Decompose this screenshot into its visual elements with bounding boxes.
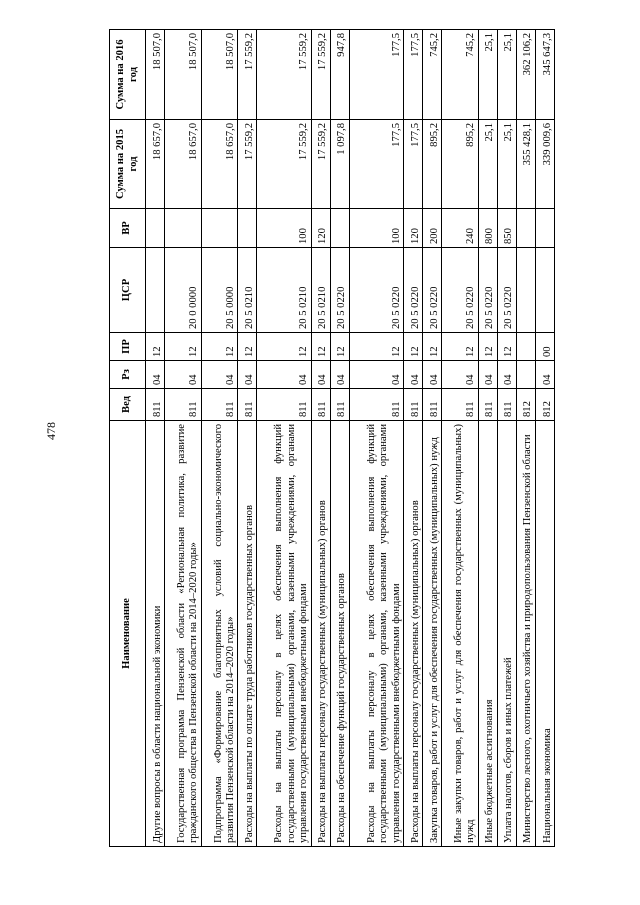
row-csr: 20 5 0000 bbox=[201, 248, 238, 333]
row-rz: 04 bbox=[423, 361, 442, 389]
row-sum-2015: 17 559,2 bbox=[238, 120, 257, 209]
row-csr bbox=[516, 248, 535, 333]
row-csr: 20 5 0220 bbox=[349, 248, 403, 333]
header-name: Наименование bbox=[110, 421, 146, 847]
header-rz: Рз bbox=[110, 361, 146, 389]
row-name: Расходы на выплаты персоналу государственных (муниципальных) органов bbox=[311, 421, 330, 847]
row-rz: 04 bbox=[165, 361, 202, 389]
header-sum-2015: Сумма на 2015 год bbox=[110, 120, 146, 209]
row-rz: 04 bbox=[404, 361, 423, 389]
table-row bbox=[478, 30, 497, 847]
row-name: Государственная программа Пензенской области «Региональная политика, развитие гражданского общества в Пензенской области на 2014–2020 годы» bbox=[165, 421, 202, 847]
page-number: 478 bbox=[44, 422, 58, 440]
row-csr: 20 5 0210 bbox=[238, 248, 257, 333]
row-vr bbox=[201, 209, 238, 248]
row-sum-2016: 345 647,3 bbox=[535, 30, 554, 120]
row-csr bbox=[535, 248, 554, 333]
row-sum-2016: 177,5 bbox=[404, 30, 423, 120]
row-ved: 812 bbox=[535, 389, 554, 421]
row-sum-2015: 1 097,8 bbox=[330, 120, 349, 209]
row-pr: 12 bbox=[497, 333, 516, 361]
row-sum-2016: 362 106,2 bbox=[516, 30, 535, 120]
header-row bbox=[110, 30, 146, 847]
table-row bbox=[311, 30, 330, 847]
row-ved: 811 bbox=[404, 389, 423, 421]
table-row bbox=[442, 30, 479, 847]
row-rz: 04 bbox=[201, 361, 238, 389]
row-sum-2015: 18 657,0 bbox=[165, 120, 202, 209]
row-sum-2015: 177,5 bbox=[349, 120, 403, 209]
row-sum-2016: 25,1 bbox=[478, 30, 497, 120]
row-sum-2016: 25,1 bbox=[497, 30, 516, 120]
row-pr: 12 bbox=[257, 333, 311, 361]
row-rz: 04 bbox=[311, 361, 330, 389]
row-pr: 12 bbox=[201, 333, 238, 361]
table-row bbox=[201, 30, 238, 847]
row-vr bbox=[535, 209, 554, 248]
table-row bbox=[404, 30, 423, 847]
table-row bbox=[146, 30, 165, 847]
row-ved: 811 bbox=[330, 389, 349, 421]
row-sum-2016: 17 559,2 bbox=[238, 30, 257, 120]
row-csr: 20 5 0220 bbox=[330, 248, 349, 333]
row-rz: 04 bbox=[478, 361, 497, 389]
header-pr: ПР bbox=[110, 333, 146, 361]
row-rz: 04 bbox=[257, 361, 311, 389]
row-sum-2015: 17 559,2 bbox=[257, 120, 311, 209]
row-vr bbox=[516, 209, 535, 248]
table-row bbox=[165, 30, 202, 847]
row-sum-2015: 25,1 bbox=[497, 120, 516, 209]
row-ved: 811 bbox=[478, 389, 497, 421]
table-row bbox=[497, 30, 516, 847]
row-ved: 811 bbox=[201, 389, 238, 421]
row-csr: 20 5 0220 bbox=[442, 248, 479, 333]
row-rz: 04 bbox=[349, 361, 403, 389]
row-sum-2016: 18 507,0 bbox=[201, 30, 238, 120]
row-csr: 20 5 0220 bbox=[404, 248, 423, 333]
table-row bbox=[330, 30, 349, 847]
row-vr: 100 bbox=[257, 209, 311, 248]
row-sum-2015: 25,1 bbox=[478, 120, 497, 209]
row-vr: 120 bbox=[311, 209, 330, 248]
row-sum-2015: 355 428,1 bbox=[516, 120, 535, 209]
row-vr bbox=[238, 209, 257, 248]
table-row bbox=[423, 30, 442, 847]
row-sum-2015: 18 657,0 bbox=[146, 120, 165, 209]
table-row bbox=[238, 30, 257, 847]
row-pr: 12 bbox=[478, 333, 497, 361]
row-name: Закупка товаров, работ и услуг для обеспечения государственных (муниципальных) нужд bbox=[423, 421, 442, 847]
row-ved: 811 bbox=[146, 389, 165, 421]
row-name: Иные бюджетные ассигнования bbox=[478, 421, 497, 847]
row-sum-2016: 17 559,2 bbox=[257, 30, 311, 120]
row-sum-2015: 17 559,2 bbox=[311, 120, 330, 209]
row-ved: 811 bbox=[165, 389, 202, 421]
row-csr: 20 5 0220 bbox=[478, 248, 497, 333]
table-row bbox=[257, 30, 311, 847]
row-pr: 00 bbox=[535, 333, 554, 361]
row-vr: 240 bbox=[442, 209, 479, 248]
row-rz: 04 bbox=[238, 361, 257, 389]
row-sum-2016: 18 507,0 bbox=[165, 30, 202, 120]
table-row bbox=[516, 30, 535, 847]
row-vr bbox=[165, 209, 202, 248]
row-vr: 120 bbox=[404, 209, 423, 248]
row-pr: 12 bbox=[165, 333, 202, 361]
row-pr: 12 bbox=[311, 333, 330, 361]
row-name: Другие вопросы в области национальной экономики bbox=[146, 421, 165, 847]
row-sum-2015: 18 657,0 bbox=[201, 120, 238, 209]
row-name: Расходы на выплаты персоналу государственных (муниципальных) органов bbox=[404, 421, 423, 847]
row-pr bbox=[516, 333, 535, 361]
row-csr: 20 0 0000 bbox=[165, 248, 202, 333]
row-sum-2015: 177,5 bbox=[404, 120, 423, 209]
budget-table bbox=[109, 29, 555, 847]
row-name: Иные закупки товаров, работ и услуг для обеспечения государственных (муниципальных) нужд bbox=[442, 421, 479, 847]
row-vr bbox=[146, 209, 165, 248]
row-sum-2016: 745,2 bbox=[442, 30, 479, 120]
row-csr bbox=[146, 248, 165, 333]
row-name: Подпрограмма «Формирование благоприятных условий социально-экономического развития Пензенской области на 2014–2020 годы» bbox=[201, 421, 238, 847]
row-name: Уплата налогов, сборов и иных платежей bbox=[497, 421, 516, 847]
row-csr: 20 5 0210 bbox=[311, 248, 330, 333]
row-rz: 04 bbox=[442, 361, 479, 389]
row-ved: 811 bbox=[497, 389, 516, 421]
row-name: Расходы на обеспечение функций государственных органов bbox=[330, 421, 349, 847]
row-csr: 20 5 0220 bbox=[423, 248, 442, 333]
row-pr: 12 bbox=[404, 333, 423, 361]
row-sum-2016: 947,8 bbox=[330, 30, 349, 120]
row-pr: 12 bbox=[238, 333, 257, 361]
row-pr: 12 bbox=[423, 333, 442, 361]
header-csr: ЦСР bbox=[110, 248, 146, 333]
row-rz: 04 bbox=[497, 361, 516, 389]
row-sum-2016: 18 507,0 bbox=[146, 30, 165, 120]
header-ved: Вед bbox=[110, 389, 146, 421]
row-sum-2016: 745,2 bbox=[423, 30, 442, 120]
row-ved: 811 bbox=[311, 389, 330, 421]
row-pr: 12 bbox=[146, 333, 165, 361]
row-csr: 20 5 0220 bbox=[497, 248, 516, 333]
row-ved: 811 bbox=[238, 389, 257, 421]
row-ved: 811 bbox=[349, 389, 403, 421]
row-vr: 100 bbox=[349, 209, 403, 248]
row-ved: 811 bbox=[442, 389, 479, 421]
row-sum-2016: 17 559,2 bbox=[311, 30, 330, 120]
row-name: Расходы на выплаты персоналу в целях обеспечения выполнения функций государственными (муниципальными) органами, казенными учреждениями, органами управления государственными внебюджетными фондами bbox=[257, 421, 311, 847]
row-sum-2015: 895,2 bbox=[442, 120, 479, 209]
row-vr: 800 bbox=[478, 209, 497, 248]
row-name: Национальная экономика bbox=[535, 421, 554, 847]
row-rz: 04 bbox=[535, 361, 554, 389]
row-name: Министерство лесного, охотничьего хозяйства и природопользования Пензенской области bbox=[516, 421, 535, 847]
row-sum-2016: 177,5 bbox=[349, 30, 403, 120]
row-ved: 811 bbox=[423, 389, 442, 421]
row-name: Расходы на выплаты по оплате труда работников государственных органов bbox=[238, 421, 257, 847]
row-name: Расходы на выплаты персоналу в целях обеспечения выполнения функций государственными (муниципальными) органами, казенными учреждениями, органами управления государственными внебюджетными фондами bbox=[349, 421, 403, 847]
table-row bbox=[535, 30, 554, 847]
row-ved: 812 bbox=[516, 389, 535, 421]
row-rz: 04 bbox=[330, 361, 349, 389]
row-ved: 811 bbox=[257, 389, 311, 421]
row-vr bbox=[330, 209, 349, 248]
row-csr: 20 5 0210 bbox=[257, 248, 311, 333]
row-sum-2015: 895,2 bbox=[423, 120, 442, 209]
row-sum-2015: 339 009,6 bbox=[535, 120, 554, 209]
budget-table-rotated bbox=[109, 30, 555, 847]
header-vr: ВР bbox=[110, 209, 146, 248]
row-pr: 12 bbox=[330, 333, 349, 361]
row-rz bbox=[516, 361, 535, 389]
row-rz: 04 bbox=[146, 361, 165, 389]
row-pr: 12 bbox=[442, 333, 479, 361]
row-vr: 200 bbox=[423, 209, 442, 248]
header-sum-2016: Сумма на 2016 год bbox=[110, 30, 146, 120]
table-row bbox=[349, 30, 403, 847]
row-vr: 850 bbox=[497, 209, 516, 248]
row-pr: 12 bbox=[349, 333, 403, 361]
